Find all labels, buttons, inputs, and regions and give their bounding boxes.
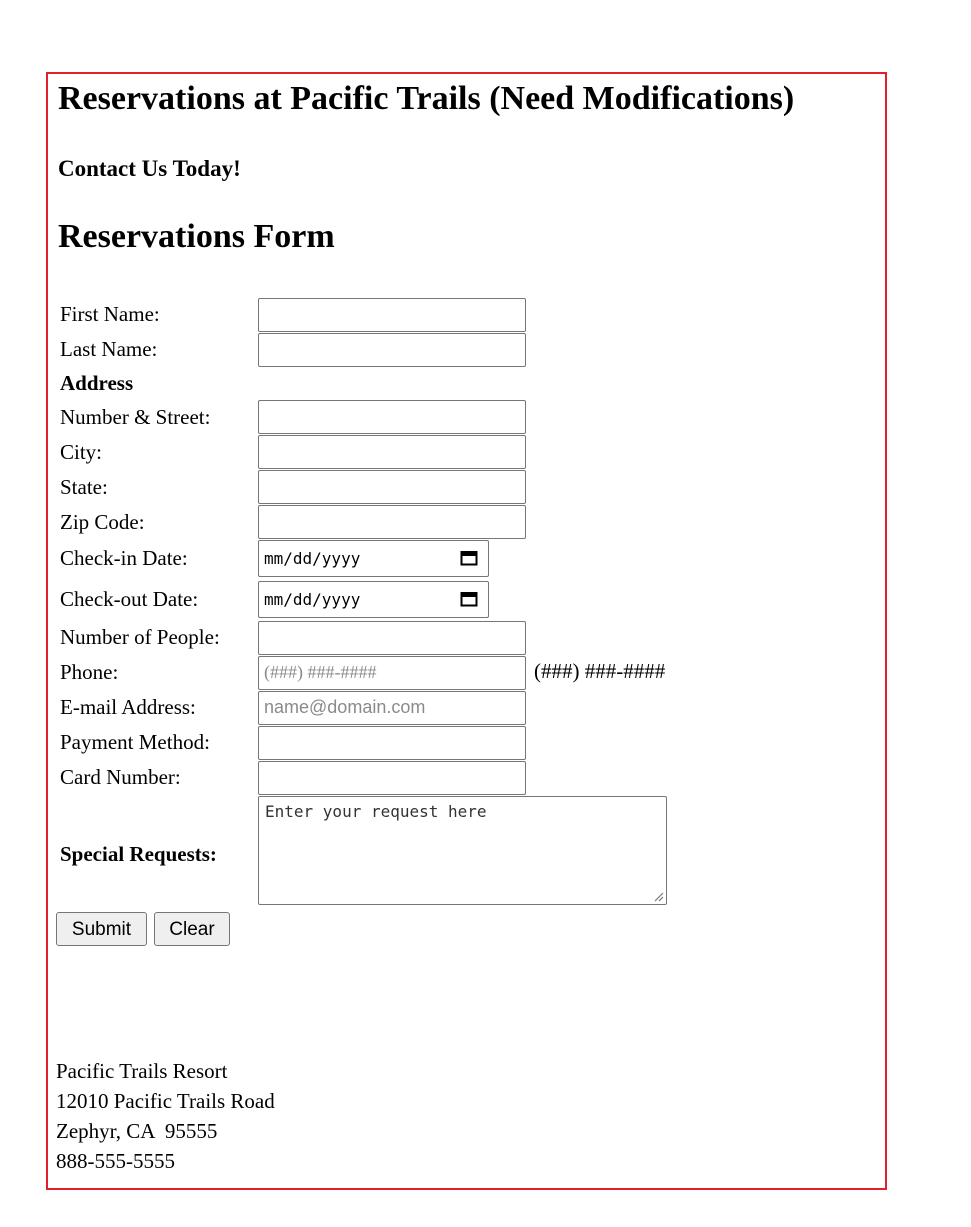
resize-handle-icon[interactable]: [652, 890, 664, 902]
email-label: E-mail Address:: [60, 695, 196, 719]
checkout-date-input[interactable]: [258, 581, 489, 618]
contact-subtitle: Contact Us Today!: [58, 156, 241, 181]
last-name-label: Last Name:: [60, 337, 158, 361]
calendar-icon[interactable]: [460, 591, 478, 607]
street-input[interactable]: [258, 400, 526, 434]
phone-label: Phone:: [60, 660, 119, 684]
clear-button[interactable]: Clear: [154, 912, 230, 946]
payment-label: Payment Method:: [60, 730, 210, 754]
special-requests-placeholder: Enter your request here: [265, 802, 487, 821]
special-requests-textarea[interactable]: [258, 796, 667, 905]
first-name-label: First Name:: [60, 302, 160, 326]
page-title: Reservations at Pacific Trails (Need Modifications): [58, 80, 795, 117]
first-name-input[interactable]: [258, 298, 526, 332]
city-input[interactable]: [258, 435, 526, 469]
checkout-label: Check-out Date:: [60, 587, 199, 611]
last-name-input[interactable]: [258, 333, 526, 367]
footer-phone: 888-555-5555: [56, 1149, 175, 1173]
state-input[interactable]: [258, 470, 526, 504]
state-label: State:: [60, 475, 108, 499]
checkin-label: Check-in Date:: [60, 546, 188, 570]
calendar-icon[interactable]: [460, 550, 478, 566]
people-label: Number of People:: [60, 625, 220, 649]
payment-method-input[interactable]: [258, 726, 526, 760]
checkout-date-value: mm/dd/yyyy: [264, 590, 361, 609]
checkin-date-value: mm/dd/yyyy: [264, 549, 361, 568]
street-label: Number & Street:: [60, 405, 211, 429]
form-title: Reservations Form: [58, 218, 335, 255]
checkin-date-input[interactable]: [258, 540, 489, 577]
footer-street: 12010 Pacific Trails Road: [56, 1089, 275, 1113]
footer-city: Zephyr, CA 95555: [56, 1119, 218, 1143]
zip-label: Zip Code:: [60, 510, 145, 534]
people-input[interactable]: [258, 621, 526, 655]
phone-format-hint: (###) ###-####: [534, 659, 666, 683]
address-heading: Address: [60, 371, 134, 395]
submit-button[interactable]: Submit: [56, 912, 147, 946]
card-number-label: Card Number:: [60, 765, 181, 789]
special-requests-label: Special Requests:: [60, 842, 217, 866]
footer-resort-name: Pacific Trails Resort: [56, 1059, 228, 1083]
page-frame: [46, 72, 887, 1190]
phone-input[interactable]: (###) ###-####: [258, 656, 526, 690]
zip-input[interactable]: [258, 505, 526, 539]
city-label: City:: [60, 440, 103, 464]
email-input[interactable]: name@domain.com: [258, 691, 526, 725]
card-number-input[interactable]: [258, 761, 526, 795]
